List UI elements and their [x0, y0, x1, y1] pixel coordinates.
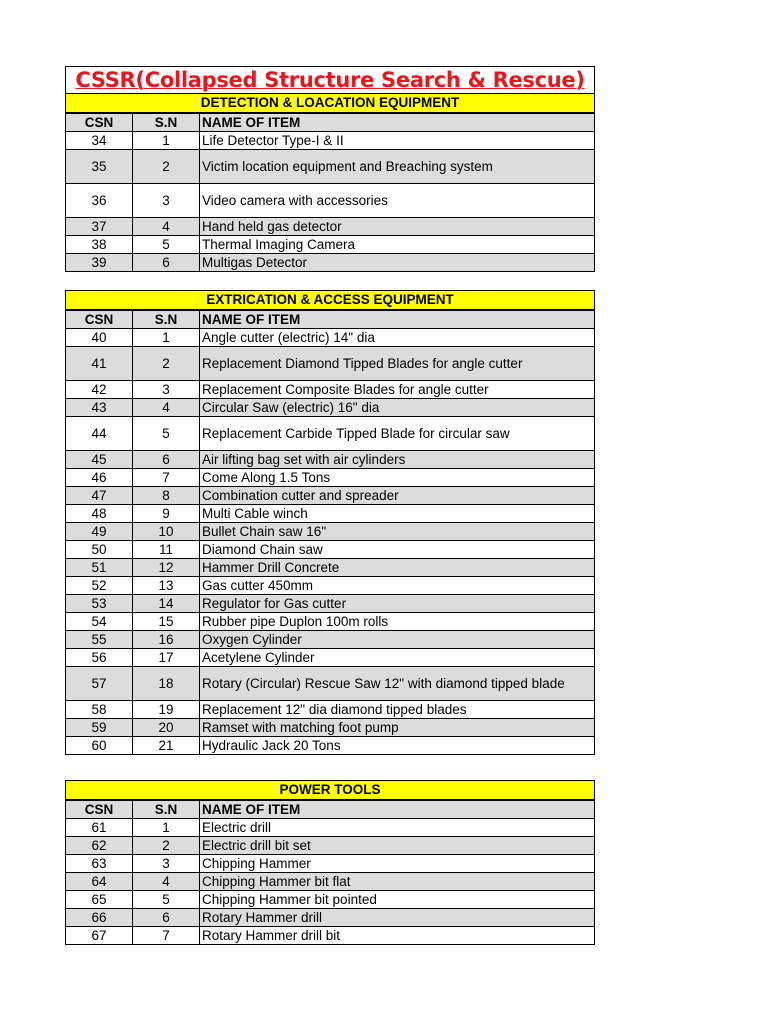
csn-cell: 42 [66, 381, 133, 399]
item-name-cell: Replacement Composite Blades for angle cutter [200, 381, 595, 399]
item-name-cell: Ramset with matching foot pump [200, 719, 595, 737]
table-row [66, 891, 595, 909]
csn-cell: 49 [66, 523, 133, 541]
column-header-sn: S.N [133, 311, 200, 329]
table-row [66, 184, 595, 218]
sn-cell: 5 [133, 891, 200, 909]
item-name-cell: Acetylene Cylinder [200, 649, 595, 667]
table-row [66, 132, 595, 150]
item-name-cell: Multigas Detector [200, 254, 595, 272]
csn-cell: 58 [66, 701, 133, 719]
item-name-cell: Life Detector Type-I & II [200, 132, 595, 150]
csn-cell: 61 [66, 819, 133, 837]
table-row [66, 399, 595, 417]
sn-cell: 4 [133, 873, 200, 891]
column-header-csn: CSN [66, 801, 133, 819]
item-name-cell: Hammer Drill Concrete [200, 559, 595, 577]
sn-cell: 8 [133, 487, 200, 505]
table-row [66, 909, 595, 927]
item-name-cell: Bullet Chain saw 16" [200, 523, 595, 541]
sn-cell: 9 [133, 505, 200, 523]
csn-cell: 65 [66, 891, 133, 909]
sn-cell: 5 [133, 417, 200, 451]
table-row [66, 254, 595, 272]
sn-cell: 2 [133, 837, 200, 855]
csn-cell: 57 [66, 667, 133, 701]
sn-cell: 19 [133, 701, 200, 719]
sn-cell: 11 [133, 541, 200, 559]
csn-cell: 36 [66, 184, 133, 218]
item-name-cell: Hydraulic Jack 20 Tons [200, 737, 595, 755]
sn-cell: 21 [133, 737, 200, 755]
table-row [66, 487, 595, 505]
column-header-name: NAME OF ITEM [200, 311, 595, 329]
power-tools-section [65, 780, 595, 945]
column-header-sn: S.N [133, 801, 200, 819]
csn-cell: 62 [66, 837, 133, 855]
csn-cell: 45 [66, 451, 133, 469]
table-row [66, 559, 595, 577]
table-row [66, 819, 595, 837]
table-row [66, 469, 595, 487]
csn-cell: 63 [66, 855, 133, 873]
table-row [66, 927, 595, 945]
sn-cell: 2 [133, 150, 200, 184]
sn-cell: 14 [133, 595, 200, 613]
sn-cell: 7 [133, 469, 200, 487]
csn-cell: 53 [66, 595, 133, 613]
table-row [66, 873, 595, 891]
item-name-cell: Replacement Carbide Tipped Blade for circular saw [200, 417, 595, 451]
column-header-csn: CSN [66, 114, 133, 132]
item-name-cell: Rotary Hammer drill bit [200, 927, 595, 945]
extrication-section [65, 290, 595, 755]
sn-cell: 10 [133, 523, 200, 541]
item-name-cell: Circular Saw (electric) 16" dia [200, 399, 595, 417]
sn-cell: 1 [133, 819, 200, 837]
item-name-cell: Thermal Imaging Camera [200, 236, 595, 254]
item-name-cell: Combination cutter and spreader [200, 487, 595, 505]
item-name-cell: Diamond Chain saw [200, 541, 595, 559]
table-row [66, 719, 595, 737]
item-name-cell: Electric drill bit set [200, 837, 595, 855]
sn-cell: 4 [133, 399, 200, 417]
item-name-cell: Replacement Diamond Tipped Blades for angle cutter [200, 347, 595, 381]
table-row [66, 855, 595, 873]
table-row [66, 523, 595, 541]
item-name-cell: Gas cutter 450mm [200, 577, 595, 595]
csn-cell: 60 [66, 737, 133, 755]
sn-cell: 3 [133, 855, 200, 873]
sn-cell: 3 [133, 184, 200, 218]
csn-cell: 59 [66, 719, 133, 737]
item-name-cell: Chipping Hammer [200, 855, 595, 873]
sn-cell: 20 [133, 719, 200, 737]
csn-cell: 39 [66, 254, 133, 272]
column-header-row [66, 114, 595, 132]
table-row [66, 236, 595, 254]
sn-cell: 4 [133, 218, 200, 236]
csn-cell: 51 [66, 559, 133, 577]
table-row [66, 381, 595, 399]
table-row [66, 631, 595, 649]
csn-cell: 46 [66, 469, 133, 487]
item-name-cell: Replacement 12" dia diamond tipped blades [200, 701, 595, 719]
column-header-name: NAME OF ITEM [200, 114, 595, 132]
table-row [66, 150, 595, 184]
column-header-row [66, 311, 595, 329]
column-header-row [66, 801, 595, 819]
table-row [66, 613, 595, 631]
sn-cell: 6 [133, 254, 200, 272]
csn-cell: 34 [66, 132, 133, 150]
csn-cell: 55 [66, 631, 133, 649]
item-name-cell: Victim location equipment and Breaching system [200, 150, 595, 184]
sn-cell: 13 [133, 577, 200, 595]
csn-cell: 40 [66, 329, 133, 347]
item-name-cell: Rubber pipe Duplon 100m rolls [200, 613, 595, 631]
sn-cell: 3 [133, 381, 200, 399]
column-header-sn: S.N [133, 114, 200, 132]
item-name-cell: Oxygen Cylinder [200, 631, 595, 649]
table-row [66, 667, 595, 701]
csn-cell: 48 [66, 505, 133, 523]
table-row [66, 329, 595, 347]
table-row [66, 837, 595, 855]
sn-cell: 1 [133, 132, 200, 150]
table-row [66, 737, 595, 755]
csn-cell: 54 [66, 613, 133, 631]
csn-cell: 66 [66, 909, 133, 927]
sn-cell: 7 [133, 927, 200, 945]
csn-cell: 38 [66, 236, 133, 254]
item-name-cell: Rotary (Circular) Rescue Saw 12" with diamond tipped blade [200, 667, 595, 701]
section-heading: EXTRICATION & ACCESS EQUIPMENT [65, 290, 595, 310]
sn-cell: 6 [133, 451, 200, 469]
sn-cell: 15 [133, 613, 200, 631]
sn-cell: 6 [133, 909, 200, 927]
item-name-cell: Come Along 1.5 Tons [200, 469, 595, 487]
sn-cell: 16 [133, 631, 200, 649]
table-row [66, 541, 595, 559]
table-row [66, 701, 595, 719]
csn-cell: 64 [66, 873, 133, 891]
csn-cell: 44 [66, 417, 133, 451]
sn-cell: 17 [133, 649, 200, 667]
table-row [66, 218, 595, 236]
item-name-cell: Angle cutter (electric) 14" dia [200, 329, 595, 347]
item-name-cell: Multi Cable winch [200, 505, 595, 523]
sn-cell: 1 [133, 329, 200, 347]
csn-cell: 43 [66, 399, 133, 417]
document-title: CSSR(Collapsed Structure Search & Rescue) [65, 66, 595, 93]
item-name-cell: Electric drill [200, 819, 595, 837]
csn-cell: 67 [66, 927, 133, 945]
item-name-cell: Rotary Hammer drill [200, 909, 595, 927]
item-name-cell: Air lifting bag set with air cylinders [200, 451, 595, 469]
extrication-table [65, 310, 595, 755]
item-name-cell: Hand held gas detector [200, 218, 595, 236]
table-row [66, 505, 595, 523]
detection-section [65, 66, 595, 272]
table-row [66, 451, 595, 469]
column-header-csn: CSN [66, 311, 133, 329]
table-row [66, 577, 595, 595]
column-header-name: NAME OF ITEM [200, 801, 595, 819]
sn-cell: 2 [133, 347, 200, 381]
csn-cell: 50 [66, 541, 133, 559]
item-name-cell: Chipping Hammer bit pointed [200, 891, 595, 909]
detection-table [65, 113, 595, 272]
sn-cell: 12 [133, 559, 200, 577]
table-row [66, 347, 595, 381]
table-row [66, 649, 595, 667]
section-heading: DETECTION & LOACATION EQUIPMENT [65, 93, 595, 113]
item-name-cell: Video camera with accessories [200, 184, 595, 218]
csn-cell: 35 [66, 150, 133, 184]
csn-cell: 37 [66, 218, 133, 236]
item-name-cell: Regulator for Gas cutter [200, 595, 595, 613]
csn-cell: 47 [66, 487, 133, 505]
csn-cell: 56 [66, 649, 133, 667]
table-row [66, 595, 595, 613]
sn-cell: 5 [133, 236, 200, 254]
csn-cell: 41 [66, 347, 133, 381]
table-row [66, 417, 595, 451]
item-name-cell: Chipping Hammer bit flat [200, 873, 595, 891]
csn-cell: 52 [66, 577, 133, 595]
power-tools-table [65, 800, 595, 945]
section-heading: POWER TOOLS [65, 780, 595, 800]
sn-cell: 18 [133, 667, 200, 701]
